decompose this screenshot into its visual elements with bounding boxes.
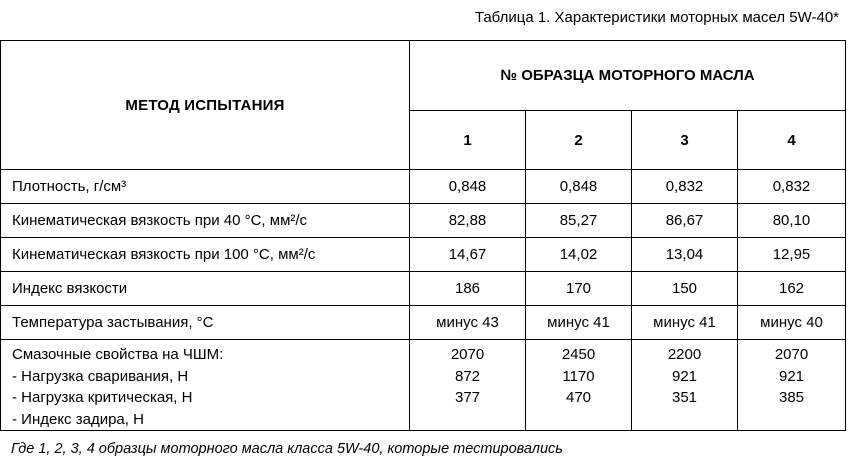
lubricity-item: - Индекс задира, Н xyxy=(12,410,144,428)
row-label: Температура застывания, °С xyxy=(1,306,410,340)
cell-value: 0,832 xyxy=(632,170,738,204)
cell-value: 377 xyxy=(454,389,481,406)
table-row xyxy=(1,170,846,204)
cell-value: минус 40 xyxy=(738,306,846,340)
cell-value: 86,67 xyxy=(632,204,738,238)
table-row-lubricity xyxy=(1,340,846,431)
cell-value: минус 41 xyxy=(526,306,632,340)
header-sample-group: № ОБРАЗЦА МОТОРНОГО МАСЛА xyxy=(410,41,846,111)
lubricity-values-1 xyxy=(410,340,526,431)
cell-value: 82,88 xyxy=(410,204,526,238)
cell-value: 1170 xyxy=(562,367,595,385)
table-row xyxy=(1,306,846,340)
cell-value: 470 xyxy=(565,389,592,406)
cell-value: 85,27 xyxy=(526,204,632,238)
lubricity-labels xyxy=(1,340,410,431)
lubricity-values-3 xyxy=(632,340,738,431)
table-footnote: Где 1, 2, 3, 4 образцы моторного масла класса 5W-40, которые тестировались xyxy=(11,441,563,457)
row-label: Кинематическая вязкость при 100 °С, мм²/с xyxy=(1,238,410,272)
header-sample-4: 4 xyxy=(738,111,846,170)
cell-value: 351 xyxy=(671,389,698,406)
header-method: МЕТОД ИСПЫТАНИЯ xyxy=(1,41,410,170)
cell-value: 0,848 xyxy=(410,170,526,204)
cell-value: 150 xyxy=(632,272,738,306)
cell-value: 14,67 xyxy=(410,238,526,272)
cell-value: 0,848 xyxy=(526,170,632,204)
row-label: Плотность, г/см³ xyxy=(1,170,410,204)
table-caption: Таблица 1. Характеристики моторных масел 5W-40* xyxy=(474,9,839,26)
cell-value: минус 41 xyxy=(632,306,738,340)
cell-value: 80,10 xyxy=(738,204,846,238)
cell-value: 2070 xyxy=(774,346,809,363)
table-row xyxy=(1,238,846,272)
table-row xyxy=(1,272,846,306)
header-sample-2: 2 xyxy=(526,111,632,170)
lubricity-title: Смазочные свойства на ЧШМ: xyxy=(12,346,224,363)
cell-value: 921 xyxy=(671,367,698,385)
row-label: Индекс вязкости xyxy=(1,272,410,306)
row-label: Кинематическая вязкость при 40 °С, мм²/с xyxy=(1,204,410,238)
lubricity-item: - Нагрузка сваривания, Н xyxy=(12,367,189,385)
cell-value: 14,02 xyxy=(526,238,632,272)
oil-characteristics-table xyxy=(0,40,846,431)
table-row xyxy=(1,204,846,238)
cell-value: 0,832 xyxy=(738,170,846,204)
cell-value: 921 xyxy=(778,367,805,385)
header-sample-3: 3 xyxy=(632,111,738,170)
cell-value: минус 43 xyxy=(410,306,526,340)
lubricity-item: - Нагрузка критическая, Н xyxy=(12,389,193,406)
cell-value: 872 xyxy=(454,367,481,385)
cell-value: 2200 xyxy=(667,346,702,363)
lubricity-values-4 xyxy=(738,340,846,431)
lubricity-values-2 xyxy=(526,340,632,431)
cell-value: 186 xyxy=(410,272,526,306)
cell-value: 13,04 xyxy=(632,238,738,272)
cell-value: 170 xyxy=(526,272,632,306)
header-sample-1: 1 xyxy=(410,111,526,170)
cell-value: 385 xyxy=(778,389,805,406)
cell-value: 2070 xyxy=(450,346,485,363)
cell-value: 162 xyxy=(738,272,846,306)
cell-value: 12,95 xyxy=(738,238,846,272)
cell-value: 2450 xyxy=(561,346,596,363)
